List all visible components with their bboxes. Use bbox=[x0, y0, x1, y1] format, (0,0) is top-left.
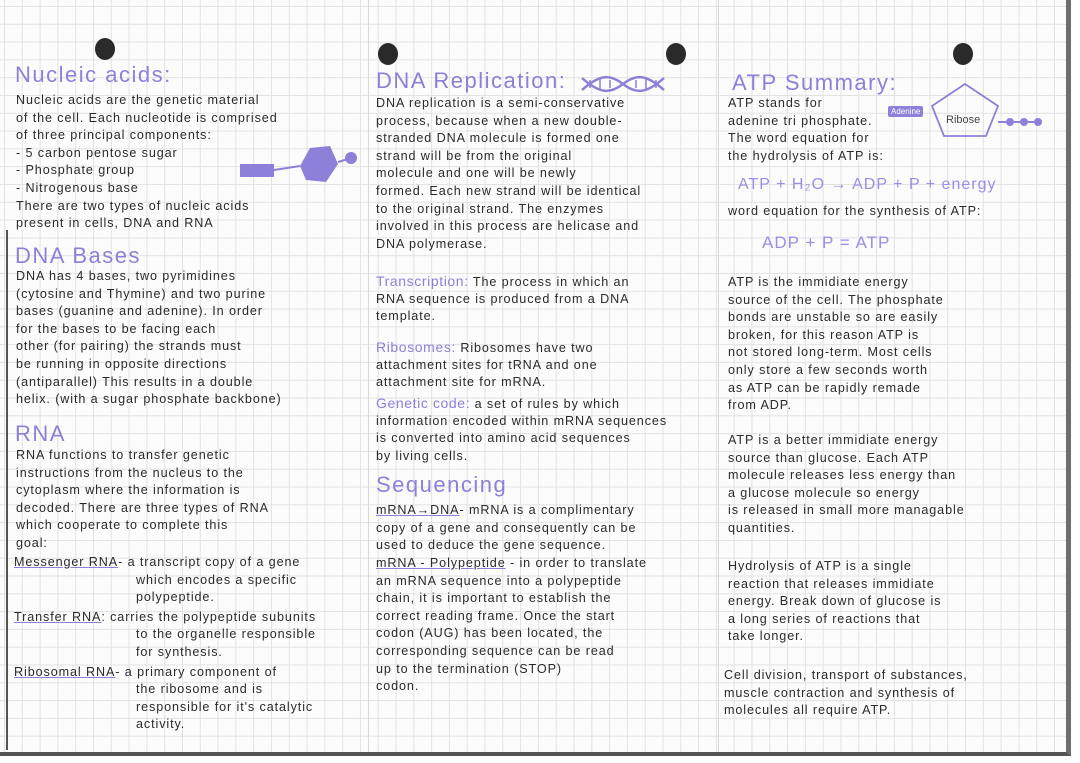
line-text: source than glucose. Each ATP bbox=[728, 450, 929, 465]
line-text: RNA functions to transfer genetic bbox=[16, 448, 230, 462]
line-text: DNA replication is a semi-conservative bbox=[376, 96, 626, 110]
text-line bbox=[728, 485, 965, 503]
line-text: corresponding sequence can be read bbox=[376, 643, 615, 658]
rna-type-definition: to the organelle responsible bbox=[136, 627, 316, 642]
rna-type-line bbox=[14, 572, 316, 590]
text-line bbox=[728, 148, 884, 166]
line-text: a long series of reactions that bbox=[728, 611, 921, 626]
text-line bbox=[16, 215, 278, 233]
text-line bbox=[16, 465, 269, 483]
punch-hole bbox=[666, 43, 686, 65]
text-line bbox=[376, 413, 667, 431]
text-line bbox=[376, 661, 647, 679]
line-text: quantities. bbox=[728, 520, 796, 535]
line-text: broken, for this reason ATP is bbox=[728, 327, 920, 342]
line-text: source of the cell. The phosphate bbox=[728, 292, 944, 307]
atp-paragraph-4 bbox=[724, 667, 968, 720]
text-line bbox=[724, 685, 968, 703]
text-line bbox=[16, 268, 282, 286]
line-text: cytoplasm where the information is bbox=[16, 483, 241, 498]
rna-type-line bbox=[14, 626, 316, 644]
rna-type-term: Messenger RNA bbox=[14, 555, 119, 569]
line-text: stranded DNA molecule is formed one bbox=[376, 131, 620, 146]
line-text: which cooperate to complete this bbox=[16, 518, 229, 533]
line-text: other (for pairing) the strands must bbox=[16, 339, 242, 354]
line-text: DNA has 4 bases, two pyrimidines bbox=[16, 269, 236, 283]
text-line bbox=[376, 113, 641, 131]
line-text: a set of rules by which bbox=[470, 397, 620, 411]
rna-type-line bbox=[14, 681, 316, 699]
line-text: only store a few seconds worth bbox=[728, 362, 928, 377]
line-text: decoded. There are three types of RNA bbox=[16, 500, 269, 515]
line-text: - Nitrogenous base bbox=[16, 180, 139, 195]
line-text: word equation for the synthesis of ATP: bbox=[728, 204, 982, 218]
text-line bbox=[16, 535, 269, 553]
line-text: bases (guanine and adenine). In order bbox=[16, 304, 263, 319]
text-line bbox=[728, 344, 944, 362]
text-line bbox=[16, 356, 282, 374]
text-line bbox=[16, 447, 269, 465]
rna-type-line bbox=[14, 699, 316, 717]
rna-type-line bbox=[14, 644, 316, 662]
text-line bbox=[724, 667, 968, 685]
mrna-dna-text bbox=[376, 502, 636, 555]
line-text: ATP is a better immidiate energy bbox=[728, 433, 939, 447]
line-text: - mRNA is a complimentary bbox=[459, 503, 635, 517]
rna-type-definition: : carries the polypeptide subunits bbox=[101, 609, 317, 624]
ribosomes-text bbox=[376, 339, 598, 392]
transcription-text bbox=[376, 273, 629, 326]
rna-type-definition: the ribosome and is bbox=[136, 682, 264, 697]
atp-paragraph-1 bbox=[728, 274, 944, 415]
text-line bbox=[728, 397, 944, 415]
text-line bbox=[728, 380, 944, 398]
heading-atp-summary: ATP Summary: bbox=[732, 70, 898, 95]
text-line bbox=[376, 291, 629, 309]
line-text: reaction that releases immidiate bbox=[728, 576, 935, 591]
text-line bbox=[376, 165, 641, 183]
atp-paragraph-3 bbox=[728, 558, 941, 646]
line-text: of the cell. Each nucleotide is comprised bbox=[16, 110, 278, 125]
heading-rna: RNA bbox=[15, 421, 66, 446]
line-text: goal: bbox=[16, 535, 48, 550]
text-line bbox=[376, 201, 641, 219]
text-line bbox=[728, 611, 941, 629]
text-line bbox=[376, 183, 641, 201]
column-divider bbox=[368, 0, 369, 752]
line-text: template. bbox=[376, 309, 436, 324]
text-line bbox=[376, 148, 641, 166]
rna-type-line bbox=[14, 609, 316, 627]
punch-hole bbox=[953, 43, 973, 65]
line-text: instructions from the nucleus to the bbox=[16, 465, 244, 480]
text-line bbox=[16, 92, 278, 110]
line-text: Hydrolysis of ATP is a single bbox=[728, 559, 912, 573]
atp-paragraph-2 bbox=[728, 432, 965, 538]
text-line bbox=[16, 391, 282, 409]
text-line bbox=[728, 203, 981, 221]
text-line bbox=[376, 502, 636, 520]
line-text: strand will be from the original bbox=[376, 148, 573, 163]
rna-type-definition: - a primary component of bbox=[115, 664, 277, 679]
line-text: up to the termination (STOP) bbox=[376, 661, 562, 676]
text-line bbox=[16, 517, 269, 535]
line-text: helix. (with a sugar phosphate backbone) bbox=[16, 392, 282, 407]
page-edge bbox=[6, 230, 8, 750]
line-text: for the bases to be facing each bbox=[16, 321, 217, 336]
text-line bbox=[728, 274, 944, 292]
text-line bbox=[16, 110, 278, 128]
line-text: RNA sequence is produced from a DNA bbox=[376, 291, 630, 306]
hydrolysis-equation: ATP + H₂O → ADP + P + energy bbox=[738, 176, 997, 193]
text-line bbox=[728, 432, 965, 450]
column-divider bbox=[718, 0, 719, 752]
line-text: (antiparallel) This results in a double bbox=[16, 374, 254, 389]
rna-type-definition: responsible for it's catalytic bbox=[136, 699, 314, 714]
line-text: bonds are unstable so are easily bbox=[728, 310, 939, 325]
rna-type-definition: activity. bbox=[136, 717, 186, 732]
text-line bbox=[376, 130, 641, 148]
line-text: not stored long-term. Most cells bbox=[728, 345, 933, 360]
heading-dna-replication: DNA Replication: bbox=[376, 68, 567, 93]
synthesis-equation: ADP + P = ATP bbox=[762, 233, 891, 252]
rna-type-term: Ribosomal RNA bbox=[14, 664, 116, 679]
text-line bbox=[376, 395, 667, 413]
text-line bbox=[16, 374, 282, 392]
line-text: The word equation for bbox=[728, 131, 870, 146]
line-text: The process in which an bbox=[468, 275, 630, 289]
text-line bbox=[376, 357, 598, 375]
line-text: molecules all require ATP. bbox=[724, 703, 892, 718]
line-text: involved in this process are helicase and bbox=[376, 219, 640, 234]
line-text: - in order to translate bbox=[505, 556, 647, 570]
text-line bbox=[728, 327, 944, 345]
text-line bbox=[376, 218, 641, 236]
text-line bbox=[16, 338, 282, 356]
line-text: (cytosine and Thymine) and two purine bbox=[16, 286, 267, 301]
text-line bbox=[728, 467, 965, 485]
line-text: adenine tri phosphate. bbox=[728, 113, 873, 128]
punch-hole bbox=[378, 43, 398, 65]
text-line bbox=[728, 113, 884, 131]
line-text: DNA polymerase. bbox=[376, 236, 488, 251]
line-text: is converted into amino acid sequences bbox=[376, 431, 631, 446]
text-line bbox=[376, 374, 598, 392]
line-text: is released in small more managable bbox=[728, 503, 965, 518]
line-text: correct reading frame. Once the start bbox=[376, 608, 616, 623]
text-line bbox=[376, 590, 647, 608]
text-line bbox=[728, 95, 884, 113]
text-line bbox=[728, 558, 941, 576]
line-text: - Phosphate group bbox=[16, 163, 135, 178]
line-text: a glucose molecule so energy bbox=[728, 485, 920, 500]
term-label: mRNA - Polypeptide bbox=[376, 556, 506, 570]
line-text: process, because when a new double- bbox=[376, 113, 623, 128]
rna-text bbox=[16, 447, 269, 553]
synthesis-label bbox=[728, 203, 981, 221]
heading-nucleic-acids: Nucleic acids: bbox=[15, 62, 172, 87]
rna-type-definition: for synthesis. bbox=[136, 644, 223, 659]
line-text: an mRNA sequence into a polypeptide bbox=[376, 573, 622, 588]
line-text: Cell division, transport of substances, bbox=[724, 668, 968, 682]
text-line bbox=[376, 555, 647, 573]
text-line bbox=[16, 303, 282, 321]
adenine-label: Adenine bbox=[888, 106, 923, 117]
line-text: copy of a gene and consequently can be bbox=[376, 520, 637, 535]
text-line bbox=[728, 292, 944, 310]
text-line bbox=[376, 625, 647, 643]
line-text: used to deduce the gene sequence. bbox=[376, 538, 606, 553]
text-line bbox=[376, 339, 598, 357]
line-text: as ATP can be rapidly remade bbox=[728, 380, 921, 395]
line-text: codon. bbox=[376, 679, 420, 694]
line-text: Ribosomes have two bbox=[455, 341, 594, 355]
text-line bbox=[16, 321, 282, 339]
text-line bbox=[728, 450, 965, 468]
line-text: be running in opposite directions bbox=[16, 356, 228, 371]
atp-intro-text bbox=[728, 95, 884, 165]
text-line bbox=[376, 236, 641, 254]
line-text: information encoded within mRNA sequences bbox=[376, 413, 668, 428]
text-line bbox=[728, 628, 941, 646]
text-line bbox=[728, 502, 965, 520]
text-line bbox=[16, 198, 278, 216]
text-line bbox=[376, 537, 636, 555]
line-text: - 5 carbon pentose sugar bbox=[16, 145, 178, 160]
line-text: take longer. bbox=[728, 629, 804, 644]
line-text: present in cells, DNA and RNA bbox=[16, 216, 214, 231]
line-text: the hydrolysis of ATP is: bbox=[728, 148, 884, 163]
line-text: by living cells. bbox=[376, 448, 469, 463]
text-line bbox=[376, 430, 667, 448]
heading-dna-bases: DNA Bases bbox=[15, 243, 141, 268]
text-line bbox=[728, 362, 944, 380]
ribose-label: Ribose bbox=[946, 114, 981, 126]
line-text: codon (AUG) has been located, the bbox=[376, 626, 604, 641]
punch-hole bbox=[95, 38, 115, 60]
rna-type-definition: which encodes a specific bbox=[136, 572, 297, 587]
text-line bbox=[728, 520, 965, 538]
line-text: formed. Each new strand will be identical bbox=[376, 183, 642, 198]
line-text: to the original strand. The enzymes bbox=[376, 201, 604, 216]
line-text: ATP stands for bbox=[728, 96, 823, 110]
inline-label: Transcription: bbox=[376, 273, 469, 289]
text-line bbox=[16, 500, 269, 518]
nucleotide-diagram-icon bbox=[238, 140, 360, 190]
atp-structure-diagram-icon bbox=[930, 82, 1060, 138]
text-line bbox=[376, 520, 636, 538]
text-line bbox=[376, 573, 647, 591]
text-line bbox=[728, 593, 941, 611]
rna-type-line bbox=[14, 589, 316, 607]
line-text: There are two types of nucleic acids bbox=[16, 198, 250, 213]
rna-types-list bbox=[14, 554, 316, 736]
text-line bbox=[376, 308, 629, 326]
term-label: mRNA→DNA bbox=[376, 503, 460, 517]
rna-type-line bbox=[14, 716, 316, 734]
text-line bbox=[728, 309, 944, 327]
line-text: energy. Break down of glucose is bbox=[728, 594, 942, 609]
dna-bases-text bbox=[16, 268, 282, 409]
text-line bbox=[376, 643, 647, 661]
line-text: from ADP. bbox=[728, 398, 792, 413]
line-text: Nucleic acids are the genetic material bbox=[16, 93, 260, 107]
text-line bbox=[376, 678, 647, 696]
inline-label: Genetic code: bbox=[376, 395, 471, 411]
rna-type-line bbox=[14, 554, 316, 572]
mrna-polypeptide-text bbox=[376, 555, 647, 696]
inline-label: Ribosomes: bbox=[376, 339, 456, 355]
rna-type-term: Transfer RNA bbox=[14, 609, 102, 624]
dna-replication-text bbox=[376, 95, 641, 253]
heading-sequencing: Sequencing bbox=[376, 472, 508, 497]
line-text: molecule releases less energy than bbox=[728, 468, 957, 483]
text-line bbox=[376, 608, 647, 626]
text-line bbox=[728, 576, 941, 594]
rna-type-definition: - a transcript copy of a gene bbox=[118, 555, 301, 569]
text-line bbox=[16, 482, 269, 500]
dna-helix-icon bbox=[580, 74, 666, 94]
text-line bbox=[728, 130, 884, 148]
text-line bbox=[376, 448, 667, 466]
text-line bbox=[376, 95, 641, 113]
genetic-code-text bbox=[376, 395, 667, 465]
line-text: attachment sites for tRNA and one bbox=[376, 357, 598, 372]
rna-type-line bbox=[14, 664, 316, 682]
rna-type-definition: polypeptide. bbox=[136, 590, 215, 605]
line-text: ATP is the immidiate energy bbox=[728, 275, 909, 289]
line-text: of three principal components: bbox=[16, 128, 212, 143]
text-line bbox=[724, 702, 968, 720]
text-line bbox=[16, 286, 282, 304]
line-text: attachment site for mRNA. bbox=[376, 375, 547, 390]
line-text: molecule and one will be newly bbox=[376, 166, 577, 181]
line-text: muscle contraction and synthesis of bbox=[724, 685, 956, 700]
line-text: chain, it is important to establish the bbox=[376, 591, 612, 606]
text-line bbox=[376, 273, 629, 291]
